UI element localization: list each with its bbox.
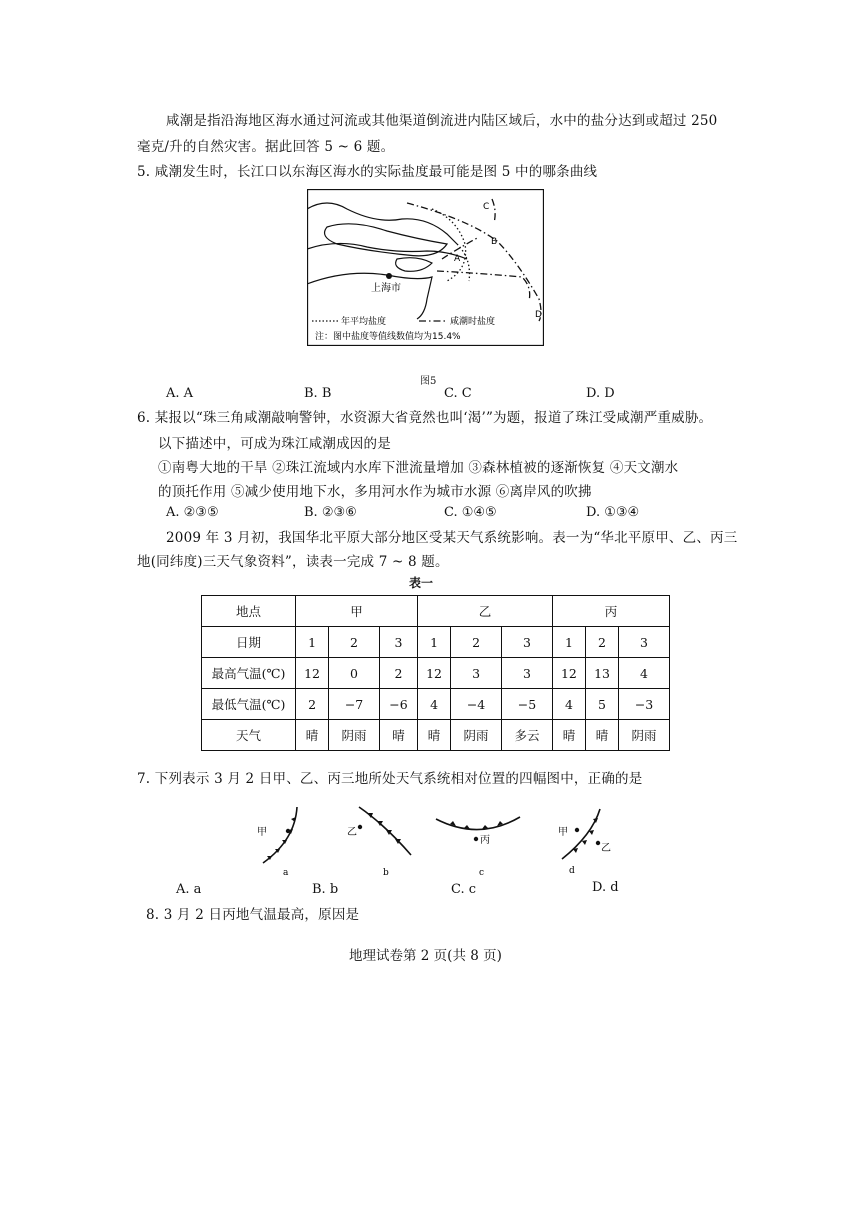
table-cell: 3: [379, 627, 417, 658]
passage-line-1: 2009 年 3 月初，我国华北平原大部分地区受某天气系统影响。表一为“华北平原甲、乙、丙三: [166, 530, 738, 546]
table-cell: 2: [585, 627, 618, 658]
panel-a-label-jia: 甲: [257, 827, 267, 838]
q7-option-d: D. d: [592, 880, 619, 895]
intro-line-1: 咸潮是指沿海地区海水通过河流或其他渠道倒流进内陆区域后，水中的盐分达到或超过 250: [166, 113, 718, 129]
table-cell: 3: [502, 627, 553, 658]
page-footer: 地理试卷第 2 页(共 8 页): [349, 948, 502, 964]
city-label: 上海市: [371, 283, 401, 294]
q5-option-b: B. B: [304, 386, 332, 401]
table-row-label: 最低气温(℃): [202, 689, 296, 720]
q6-option-a: A. ②③⑤: [166, 505, 219, 520]
table-cell: 1: [552, 627, 585, 658]
table-title: 表一: [409, 576, 434, 590]
table-cell: 12: [552, 658, 585, 689]
table-cell: 晴: [379, 720, 417, 751]
panel-b-letter: b: [383, 868, 389, 877]
table-cell: −5: [502, 689, 553, 720]
q6-items-line-2: 的顶托作用 ⑤减少使用地下水，多用河水作为城市水源 ⑥离岸风的吹拂: [158, 484, 592, 500]
table-cell: 晴: [418, 720, 451, 751]
curve-label-c: C: [483, 202, 490, 212]
table-cell: 阴雨: [329, 720, 380, 751]
panel-d-letter: d: [569, 866, 575, 876]
table-cell: 3: [619, 627, 670, 658]
table-cell: 晴: [552, 720, 585, 751]
table-row-label: 最高气温(℃): [202, 658, 296, 689]
table-cell: 晴: [585, 720, 618, 751]
table-cell: 0: [329, 658, 380, 689]
table-header-bing: 丙: [552, 596, 669, 627]
table-cell: 12: [418, 658, 451, 689]
weather-table: [201, 595, 670, 751]
curve-label-b: B: [491, 237, 498, 247]
q5-stem: 5. 咸潮发生时，长江口以东海区海水的实际盐度最可能是图 5 中的哪条曲线: [137, 164, 598, 180]
legend-tide: 咸潮时盐度: [450, 317, 496, 327]
q7-stem: 7. 下列表示 3 月 2 日甲、乙、丙三地所处天气系统相对位置的四幅图中，正确的是: [137, 771, 643, 787]
table-header-jia: 甲: [296, 596, 418, 627]
front-diagram-d: [556, 805, 616, 877]
table-cell: 多云: [502, 720, 553, 751]
curve-label-a: A: [454, 254, 461, 264]
table-cell: 4: [619, 658, 670, 689]
table-cell: 4: [418, 689, 451, 720]
figure-5-salinity-map: [307, 189, 544, 346]
q7-option-a: A. a: [176, 882, 202, 897]
q6-option-d: D. ①③④: [586, 505, 640, 520]
table-cell: 4: [552, 689, 585, 720]
table-row-dates: [202, 627, 670, 658]
q7-option-c: C. c: [451, 882, 477, 897]
table-cell: −7: [329, 689, 380, 720]
table-row-min-temp: [202, 689, 670, 720]
table-cell: −4: [451, 689, 502, 720]
table-cell: 2: [451, 627, 502, 658]
q6-stem-line-2: 以下描述中，可成为珠江咸潮成因的是: [158, 436, 391, 452]
front-diagram-b: [345, 805, 415, 877]
front-diagram-a: [255, 805, 315, 877]
q6-option-c: C. ①④⑤: [444, 505, 497, 520]
q6-option-b: B. ②③⑥: [304, 505, 357, 520]
panel-c-label-bing: 丙: [480, 835, 490, 846]
panel-a-letter: a: [283, 868, 289, 877]
table-row-weather: [202, 720, 670, 751]
panel-d-label-yi: 乙: [601, 843, 611, 854]
table-cell: 2: [379, 658, 417, 689]
table-cell: 2: [329, 627, 380, 658]
table-cell: 阴雨: [619, 720, 670, 751]
table-cell: 晴: [296, 720, 329, 751]
q5-option-a: A. A: [166, 386, 194, 401]
table-cell: 13: [585, 658, 618, 689]
legend-annual: 年平均盐度: [341, 317, 387, 327]
table-header-place: 地点: [202, 596, 296, 627]
q5-option-c: C. C: [444, 386, 472, 401]
table-cell: 2: [296, 689, 329, 720]
table-cell: −3: [619, 689, 670, 720]
table-header-yi: 乙: [418, 596, 553, 627]
table-cell: 1: [418, 627, 451, 658]
passage-line-2: 地(同纬度)三天气象资料”，读表一完成 7 ~ 8 题。: [137, 554, 449, 570]
q7-option-b: B. b: [312, 882, 339, 897]
table-cell: 1: [296, 627, 329, 658]
figure-5-caption: 图5: [420, 376, 437, 387]
q8-stem: 8. 3 月 2 日丙地气温最高，原因是: [146, 907, 360, 923]
table-cell: 阴雨: [451, 720, 502, 751]
q6-stem-line-1: 6. 某报以“珠三角咸潮敲响警钟，水资源大省竟然也叫‘渴’”为题，报道了珠江受咸潮严重威胁。: [137, 410, 713, 426]
table-cell: 12: [296, 658, 329, 689]
table-cell: 3: [502, 658, 553, 689]
q5-option-d: D. D: [586, 386, 615, 401]
intro-line-2: 毫克/升的自然灾害。据此回答 5 ~ 6 题。: [137, 139, 395, 155]
front-diagram-c: [434, 805, 524, 877]
table-date-label: 日期: [202, 627, 296, 658]
panel-c-letter: c: [479, 868, 485, 877]
table-row-max-temp: [202, 658, 670, 689]
figure-note: 注：图中盐度等值线数值均为15.4%: [315, 332, 461, 342]
table-cell: −6: [379, 689, 417, 720]
q6-items-line-1: ①南粤大地的干旱 ②珠江流域内水库下泄流量增加 ③森林植被的逐渐恢复 ④天文潮水: [158, 460, 679, 476]
curve-label-d: D: [535, 310, 542, 320]
panel-d-label-jia: 甲: [558, 827, 568, 838]
table-cell: 3: [451, 658, 502, 689]
shanghai-dot: [386, 273, 392, 279]
table-row-header: [202, 596, 670, 627]
panel-b-label-yi: 乙: [347, 827, 357, 838]
table-row-label: 天气: [202, 720, 296, 751]
table-cell: 5: [585, 689, 618, 720]
